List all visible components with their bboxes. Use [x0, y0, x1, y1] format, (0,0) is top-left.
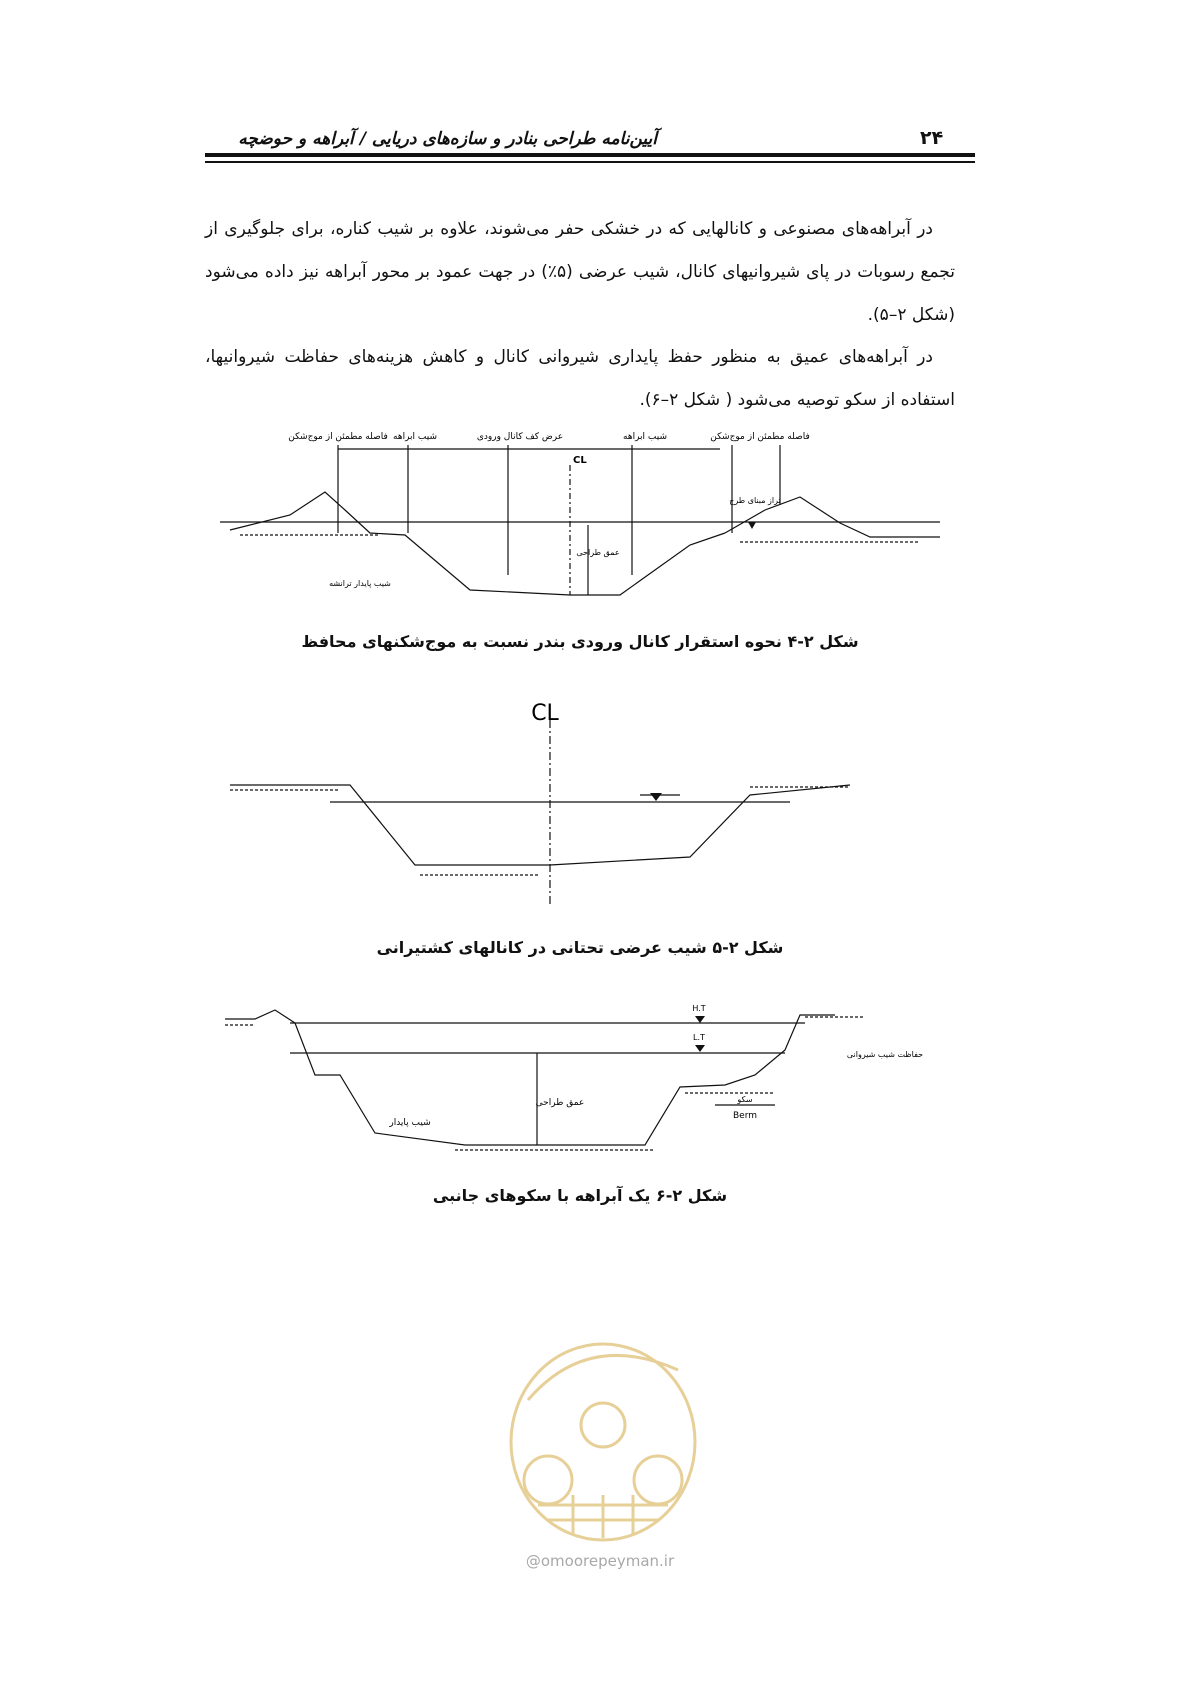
- watermark-url: @omoorepeyman.ir: [525, 1552, 675, 1570]
- label-safe-distance-right: فاصله مطمئن از موج‌شکن: [710, 432, 810, 442]
- label-design-depth: عمق طراحی: [535, 1098, 585, 1108]
- label-design-depth: عمق طراحی: [576, 548, 620, 557]
- running-title: آیین‌نامه طراحی بنادر و سازه‌های دریایی / آبراهه و حوضچه: [238, 129, 657, 149]
- label-stable-trench-slope: شیب پایدار ترانشه: [329, 579, 391, 588]
- header-rule-thick: [205, 153, 975, 157]
- figure-4-caption: شکل ۲-۴ نحوه استقرار کانال ورودی بندر نسبت به موج‌شکنهای محافظ: [301, 632, 859, 651]
- label-low-tide: L.T: [693, 1033, 705, 1042]
- figure-6-caption: شکل ۲-۶ یک آبراهه با سکوهای جانبی: [432, 1186, 728, 1205]
- figure-channel-with-berms: [215, 995, 935, 1180]
- label-high-tide: H.T: [692, 1004, 706, 1013]
- page-number: ۲۴: [920, 127, 944, 149]
- label-channel-slope-left: شیب ابراهه: [393, 432, 437, 442]
- body-paragraph-2: در آبراهه‌های عمیق به منظور حفظ پایداری شیروانی کانال و کاهش هزینه‌های حفاظت شیروانیها، استفاده از سکو توصیه می‌شود ( شکل ۲–۶).: [205, 347, 955, 410]
- figure-5-caption: شکل ۲-۵ شیب عرضی تحتانی در کانالهای کشتیرانی: [376, 938, 784, 957]
- label-safe-distance-left: فاصله مطمئن از موج‌شکن: [288, 432, 388, 442]
- label-design-level: تراز مبنای طرح: [729, 496, 781, 505]
- figure-transverse-bottom-slope: [220, 690, 940, 910]
- page-header: [205, 125, 975, 149]
- body-paragraph-1: در آبراهه‌های مصنوعی و کانالهایی که در خشکی حفر می‌شوند، علاوه بر شیب کناره، برای جلوگیری از تجمع رسوبات در پای شیروانیهای کانال، شیب عرضی (۵٪) در جهت عمود بر محور آبراهه نیز داده می‌شود (شکل ۲–۵).: [205, 219, 955, 325]
- header-rule-thin: [205, 161, 975, 163]
- label-centerline: CL: [573, 455, 587, 466]
- label-slope-protection: حفاظت شیب شیروانی: [846, 1050, 924, 1059]
- label-berm-en: Berm: [732, 1111, 758, 1121]
- figure-channel-breakwater: [220, 425, 940, 605]
- label-stable-slope: شیب پایدار: [389, 1118, 431, 1128]
- publisher-logo: [498, 1330, 708, 1550]
- label-channel-slope-right: شیب ابراهه: [623, 432, 667, 442]
- label-centerline: CL: [531, 701, 559, 726]
- label-berm-fa: سکو: [737, 1095, 753, 1104]
- label-bottom-width: عرض کف کانال ورودی: [476, 432, 564, 442]
